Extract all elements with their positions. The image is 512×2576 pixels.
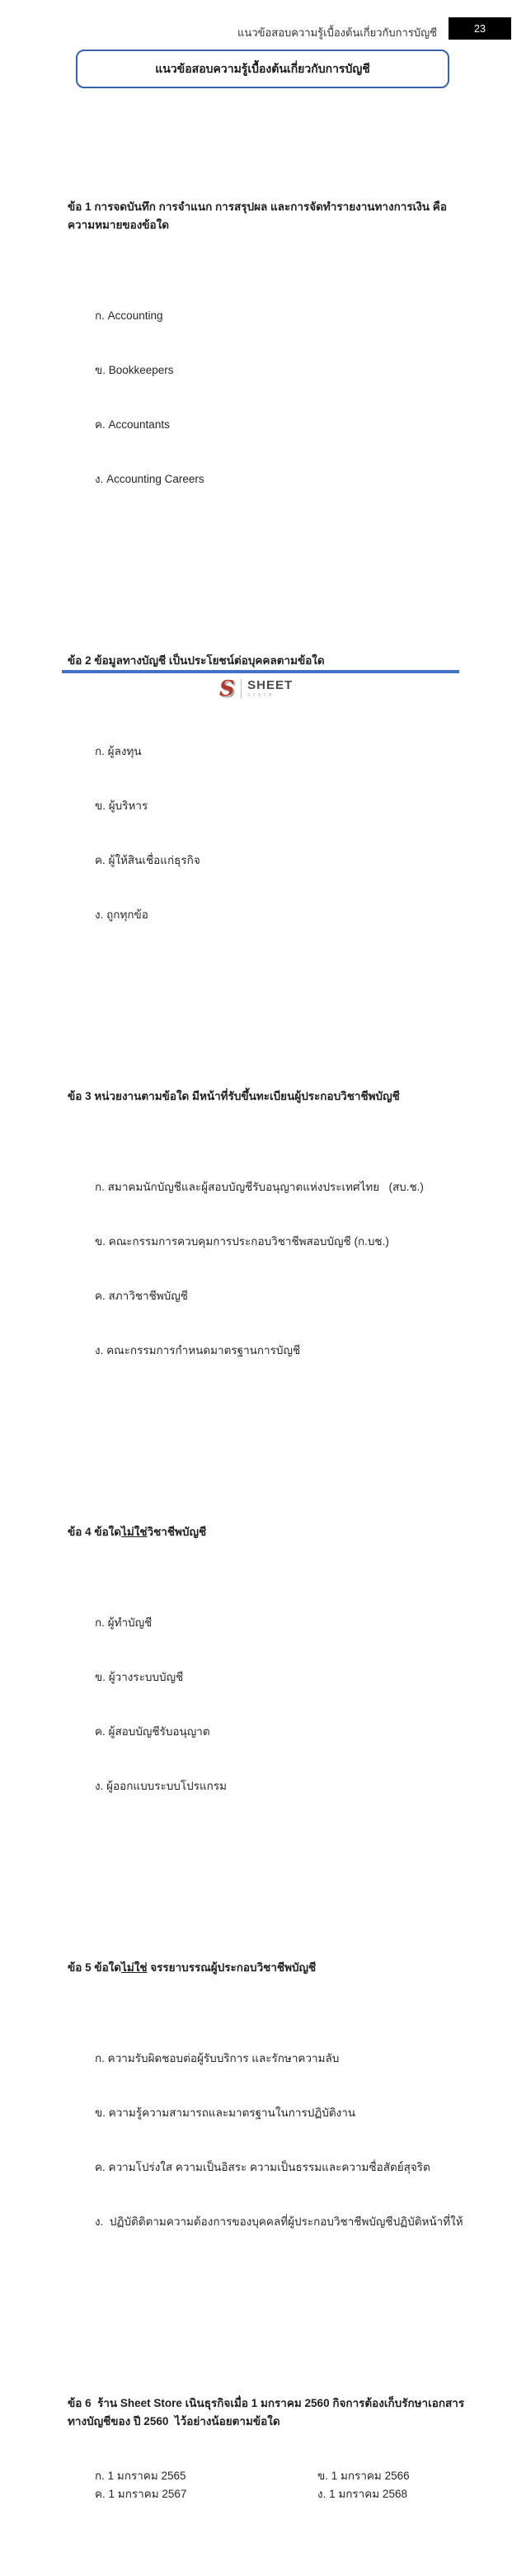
question-text: วิชาชีพบัญชี [147,1526,207,1538]
questions-area [68,107,465,2576]
question-option: ข. ความรู้ความสามารถและมาตรฐานในการปฏิบัติงาน [95,2107,356,2119]
page-number-badge [449,17,511,40]
question-text: ข้อ 1 การจดบันทึก การจำแนก การสรุปผล และการจัดทำรายงานทางการเงิน คือความหมายของข้อใด [68,201,447,231]
page-header-title: แนวข้อสอบความรู้เบื้องต้นเกี่ยวกับการบัญชี [237,26,437,39]
exam-title-box [76,50,449,88]
question-header [68,2394,465,2431]
question-block [68,1487,465,1868]
question-option: ค. ความโปร่งใส ความเป็นอิสระ ความเป็นธรรมและความซื่อสัตย์สุจริต [95,2161,430,2173]
question-option: ง. Accounting Careers [95,473,204,485]
question-header [68,1523,465,1541]
question-text: ข้อ 5 ข้อใด [68,1961,122,1974]
question-option: ง. ปฏิบัติติตามความต้องการของบุคคลที่ผู้ประกอบวิชาชีพบัญชีปฏิบัติหน้าที่ให้ [95,2215,463,2228]
question-header [68,1087,465,1106]
logo-s-icon: S [218,677,235,701]
question-option: ค. Accountants [95,418,170,431]
question-text-underlined: ไม่ใช่ [121,1961,148,1974]
page-number: 23 [474,22,486,35]
logo-divider [241,679,242,699]
question-header [68,198,465,234]
question-text-underlined: ไม่ใช่ [121,1526,148,1538]
question-option: ค. ผู้ให้สินเชื่อแก่ธุรกิจ [95,854,200,866]
question-text: ข้อ 6 ร้าน Sheet Store เนินธุรกิจเมื่อ 1 มกราคม 2560 กิจการต้องเก็บรักษาเอกสารทางบัญชีของ ปี 2560 ไว้อย่างน้อยตามข้อใด [68,2397,465,2427]
question-option: ง. ถูกทุกข้อ [95,908,148,921]
options-list [68,2467,465,2503]
question-text: ข้อ 3 หน่วยงานตามข้อใด มีหน้าที่รับขึ้นทะเบียนผู้ประกอบวิชาชีพบัญชี [68,1090,400,1102]
question-text: จรรยาบรรณผู้ประกอบวิชาชีพบัญชี [147,1961,317,1974]
question-option: ข. Bookkeepers [95,364,174,376]
question-header [68,652,465,670]
question-option: ก. ผู้ลงทุน [95,745,142,757]
options-list [68,1578,465,1832]
question-option: ง. คณะกรรมการกำหนดมาตรฐานการบัญชี [95,1344,301,1356]
question-option: ข. 1 มกราคม 2566 [317,2470,410,2482]
question-block [68,1051,465,1432]
logo-brand-subtitle: store [247,692,275,698]
question-option: ค. 1 มกราคม 2567 [95,2488,187,2500]
question-option: ค. ผู้สอบบัญชีรับอนุญาต [95,1725,210,1738]
options-list [68,1142,465,1396]
exam-title: แนวข้อสอบความรู้เบื้องต้นเกี่ยวกับการบัญชี [155,61,370,75]
question-option: ก. 1 มกราคม 2565 [95,2470,186,2482]
question-block [68,1923,465,2304]
question-option: ง. 1 มกราคม 2568 [317,2488,407,2500]
question-option: ข. ผู้บริหาร [95,800,148,812]
question-block [68,2358,465,2540]
question-option: ก. สมาคมนักบัญชีและผู้สอบบัญชีรับอนุญาตแห่งประเทศไทย (สบ.ช.) [95,1181,424,1193]
question-block [68,162,465,561]
question-option: ข. คณะกรรมการควบคุมการประกอบวิชาชีพสอบบัญชี (ก.บช.) [95,1235,389,1248]
options-list [68,271,465,525]
question-text: ข้อ 4 ข้อใด [68,1526,122,1538]
question-option: ก. ผู้ทำบัญชี [95,1616,153,1629]
options-list [68,706,465,960]
question-option: ง. ผู้ออกแบบระบบโปรแกรม [95,1780,227,1792]
question-option: ข. ผู้วางระบบบัญชี [95,1671,184,1683]
brand-logo [0,678,512,700]
options-list [68,2013,465,2267]
question-header [68,1959,465,1977]
question-text: ข้อ 2 ข้อมูลทางบัญชี เป็นประโยชน์ต่อบุคคลตามข้อใด [68,654,325,667]
footer-divider-line [62,670,459,673]
question-option: ค. สภาวิชาชีพบัญชี [95,1290,188,1302]
question-option: ก. ความรับผิดชอบต่อผู้รับบริการ และรักษาความลับ [95,2052,340,2064]
logo-brand-name: SHEET [247,678,294,692]
logo-text-column [247,679,293,699]
question-option: ก. Accounting [95,309,163,322]
